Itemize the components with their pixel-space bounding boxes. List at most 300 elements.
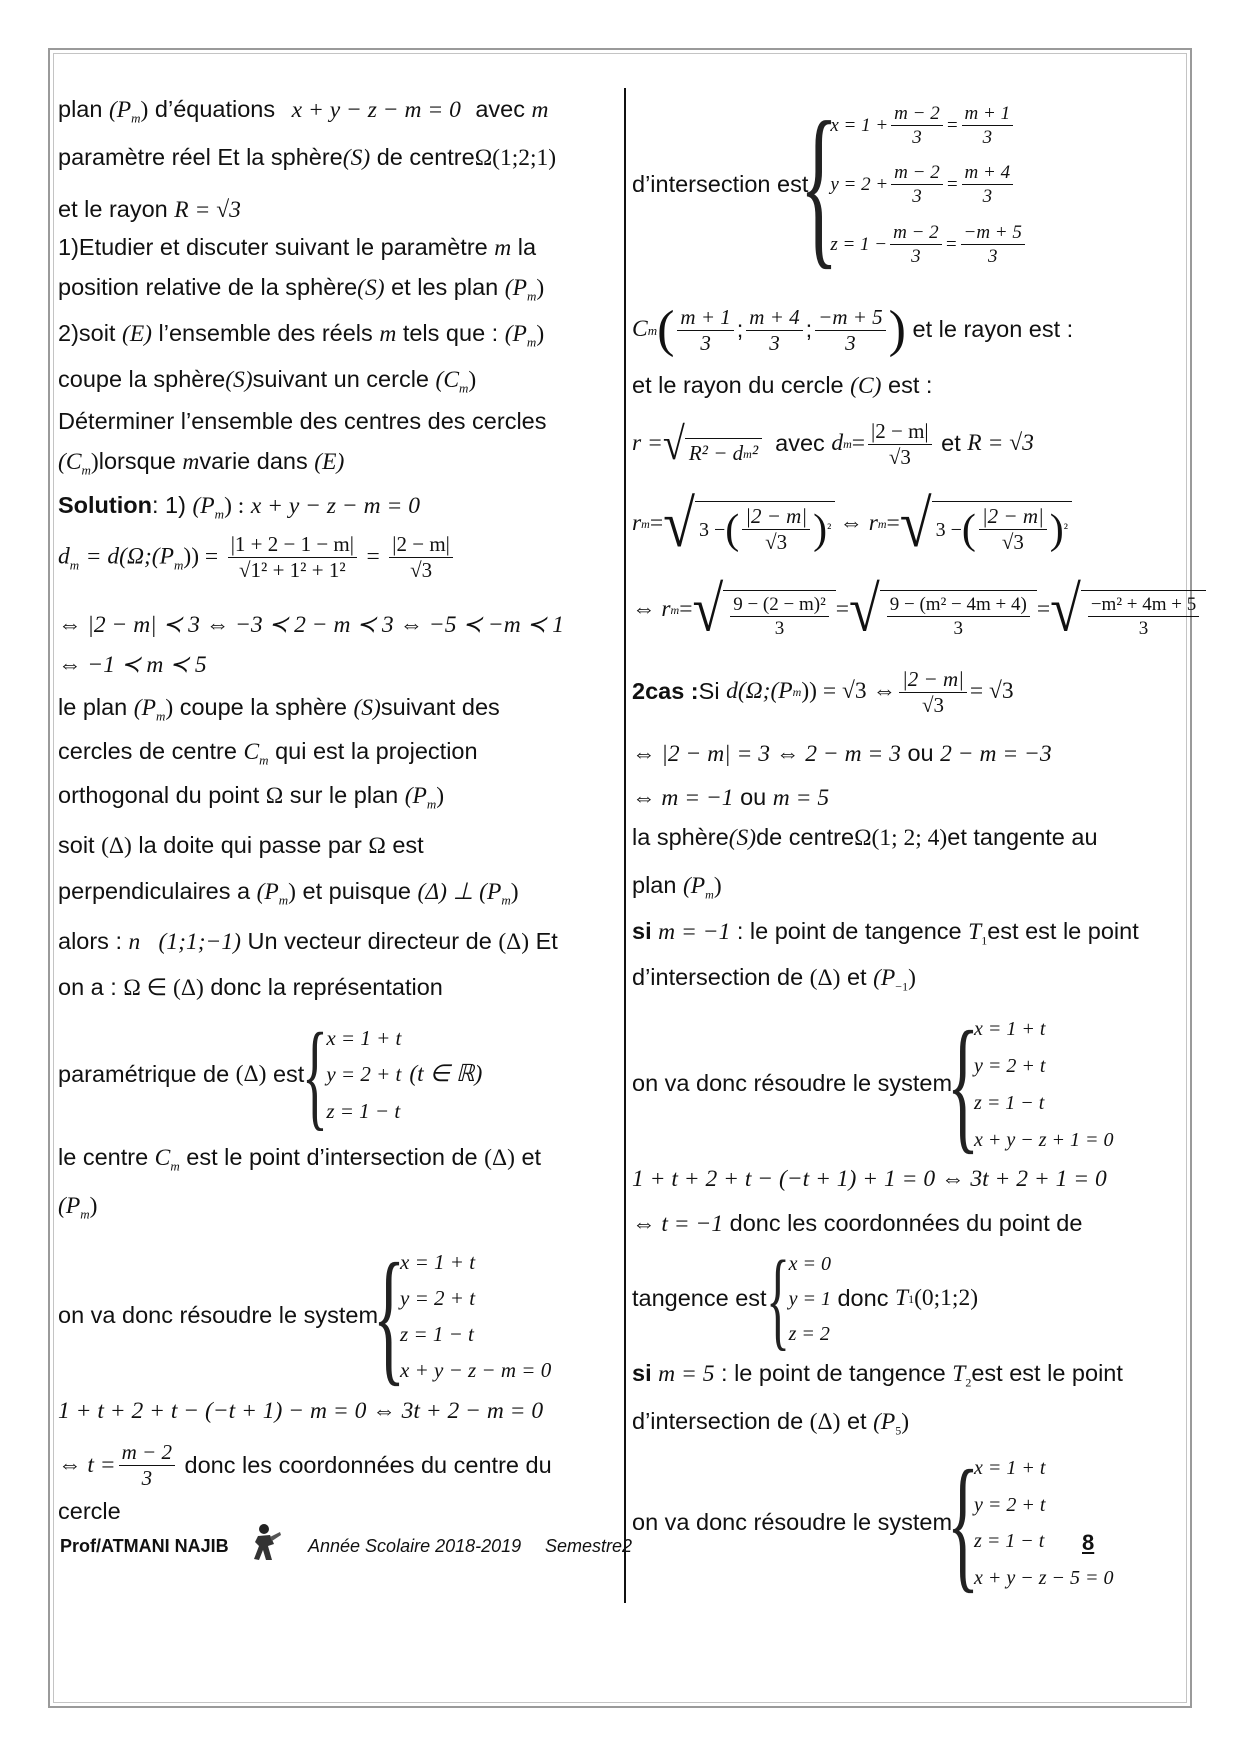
text: Déterminer l’ensemble des centres des cercles	[58, 408, 547, 434]
denominator: √1² + 1² + 1²	[239, 558, 346, 582]
text: est :	[888, 372, 933, 398]
text: le plan	[58, 694, 128, 720]
math-sub: m	[877, 517, 887, 531]
system-line: x + y − z + 1 = 0	[974, 1128, 1114, 1151]
text: et le rayon du cercle	[632, 372, 844, 398]
math: m	[182, 449, 200, 475]
math: 2 − m = −3	[940, 741, 1052, 767]
brace-icon: {	[302, 1008, 329, 1141]
sqrt	[849, 574, 1037, 646]
numerator: m + 4	[962, 163, 1014, 185]
fraction	[868, 418, 932, 469]
math: (P	[873, 1409, 896, 1435]
math: )	[536, 275, 545, 301]
system-line: x = 1 + t	[974, 1457, 1046, 1480]
right-line-7	[632, 662, 1014, 722]
text: : 1)	[151, 492, 186, 518]
denominator: √3	[765, 530, 788, 554]
text: est	[392, 832, 424, 858]
right-line-8	[632, 742, 1052, 767]
text: on va donc résoudre le system	[58, 1302, 379, 1329]
denominator: √3	[921, 692, 944, 717]
math: (P	[192, 493, 215, 519]
math: (Δ)	[484, 1145, 515, 1171]
right-line-9	[632, 786, 829, 811]
system-line: x + y − z − m = 0	[400, 1357, 552, 1382]
right-line-14	[632, 1001, 1114, 1167]
text: sur le plan	[289, 782, 399, 808]
system-line: x = 1 + t	[326, 1025, 402, 1050]
left-line-10	[58, 494, 420, 521]
numerator: m + 4	[746, 307, 802, 331]
text: Un vecteur directeur de	[247, 928, 492, 954]
system-lines	[974, 1450, 1114, 1596]
left-line-19	[58, 930, 558, 955]
right-line-4	[632, 414, 1034, 474]
fraction	[119, 1442, 175, 1489]
text: paramétrique de	[58, 1061, 230, 1088]
text: coupe la sphère	[58, 366, 226, 392]
system-lines	[326, 1020, 401, 1130]
left-line-5	[58, 276, 544, 303]
text: R² − d	[688, 441, 744, 465]
text: donc la représentation	[210, 974, 443, 1000]
fraction	[742, 506, 810, 553]
math: (Δ)	[498, 929, 530, 955]
math: )) =	[183, 543, 219, 570]
fraction	[890, 223, 942, 266]
math: (P	[58, 1193, 81, 1219]
fraction	[962, 163, 1014, 206]
math: Ω(1; 2; 4)	[854, 825, 948, 851]
math: =	[649, 510, 664, 537]
sqrt	[1050, 574, 1206, 646]
denominator: 3	[769, 330, 780, 355]
fraction	[979, 506, 1047, 553]
math: =	[1036, 596, 1051, 623]
text: et	[521, 1144, 542, 1170]
right-line-11	[632, 874, 722, 901]
math-sub: m	[278, 892, 289, 908]
math: ) :	[224, 493, 245, 519]
sqrt-icon: √	[663, 486, 695, 561]
text: donc les coordonnées du centre du	[184, 1451, 552, 1478]
left-line-1	[58, 98, 549, 125]
math: d(Ω;(P	[726, 678, 793, 705]
radicand: 3	[900, 444, 911, 469]
math: m = −1	[658, 919, 731, 945]
sqrt	[663, 486, 835, 561]
math-sub: m	[459, 380, 469, 396]
numerator: |2 − m|	[389, 534, 453, 558]
page-number: 8	[1082, 1530, 1095, 1555]
radicand: 3	[1013, 530, 1024, 554]
numerator: 9 − (2 − m)²	[730, 595, 829, 617]
left-line-15	[58, 740, 478, 767]
denominator: 3	[912, 127, 922, 149]
solution-heading: Solution	[58, 492, 152, 518]
math: (P	[682, 873, 706, 899]
numerator: m − 2	[890, 223, 942, 245]
text: si	[632, 918, 652, 944]
system-line: z = 2	[788, 1323, 830, 1346]
math-sub: m	[705, 887, 714, 902]
right-line-2: C m ( $\frac{m + 1}{3}$ ; $\frac{m + 4}{3}$ ; $\frac{-m + 5}{3}$ ) et le rayon est :	[632, 301, 1074, 358]
system-line: x + y − z − 5 = 0	[974, 1566, 1114, 1589]
text: x = 1 +	[830, 115, 889, 137]
fraction	[746, 304, 802, 355]
math: =	[679, 596, 693, 623]
text: d’équations	[154, 96, 276, 122]
text: ²	[751, 441, 759, 465]
math-sub: m	[792, 685, 802, 699]
numerator: |2 − m|	[899, 669, 967, 693]
radicand	[880, 590, 1037, 638]
system-line: x = 0	[788, 1252, 831, 1275]
text: donc	[837, 1285, 889, 1312]
numerator: |1 + 2 − 1 − m|	[228, 534, 357, 558]
math: R = √3	[174, 197, 241, 223]
fraction	[815, 304, 886, 355]
text: donc les coordonnées du point de	[729, 1210, 1083, 1236]
math: (P	[504, 321, 527, 347]
footer-semester: Semestre2	[545, 1536, 633, 1556]
brace-icon: {	[799, 85, 839, 284]
brace-icon: {	[946, 1440, 980, 1606]
equation-system	[799, 85, 1028, 284]
numerator: −m + 5	[815, 307, 886, 331]
paren-open: (	[725, 506, 740, 553]
sqrt	[692, 574, 835, 646]
author-logo-icon	[250, 1522, 282, 1562]
radicand: 3	[421, 558, 433, 582]
math: (Δ)	[809, 1409, 841, 1435]
denominator: 3	[982, 127, 993, 149]
system-line: x = 1 + t	[974, 1017, 1046, 1040]
math-sub: m	[81, 462, 91, 478]
denominator: √3	[888, 444, 911, 469]
system-line: y = 2 + t	[326, 1062, 402, 1087]
math-equation: x + y − z − m = 0	[291, 97, 461, 123]
system-line: x = 1 + t	[400, 1249, 476, 1274]
text: coupe la sphère	[179, 694, 347, 720]
math: ⇔ |2 − m| = 3 ⇔ 2 − m = 3	[632, 741, 901, 767]
paren-open: (	[657, 301, 675, 358]
text: : le point de tangence	[721, 1360, 946, 1386]
math: )	[901, 1409, 910, 1435]
text: et	[846, 1408, 867, 1434]
text: Si	[698, 678, 720, 705]
text: est le point d’intersection de	[186, 1144, 478, 1170]
text: de centre	[376, 144, 475, 170]
math-sub: m	[641, 517, 650, 531]
math: (Δ) ⊥ (P	[417, 879, 502, 905]
fraction	[891, 163, 943, 206]
left-line-14	[58, 696, 500, 723]
numerator: m − 2	[891, 104, 943, 126]
radicand	[1081, 590, 1206, 638]
math: ⇔ r	[632, 596, 671, 623]
system-line	[830, 104, 1028, 147]
system-line: z = 1 − t	[974, 1530, 1045, 1553]
right-line-18	[632, 1362, 1123, 1389]
text: la	[517, 234, 537, 260]
text: la doite qui passe par	[138, 832, 362, 858]
math: T	[952, 1361, 966, 1387]
text: position relative de la sphère	[58, 274, 358, 300]
system-line: y = 2 + t	[974, 1054, 1046, 1077]
math-sub: m	[69, 557, 80, 573]
system-lines	[400, 1244, 551, 1388]
left-line-4	[58, 236, 536, 261]
paren-close: )	[1049, 506, 1064, 553]
sqrt-icon: √	[692, 574, 724, 646]
math: (E)	[314, 449, 345, 475]
text: d’intersection de	[632, 1408, 804, 1434]
system-line: z = 1 − t	[400, 1321, 474, 1346]
system-line	[830, 163, 1028, 206]
radicand	[685, 438, 762, 464]
left-line-25: 1 + t + 2 + t − (−t + 1) − m = 0 ⇔ 3t + 2 − m = 0	[58, 1398, 544, 1424]
left-line-26	[58, 1442, 552, 1489]
math: Ω	[265, 783, 284, 809]
math: n⃗(1;1;−1)	[128, 929, 241, 955]
text: plan	[58, 96, 103, 122]
numerator: |2 − m|	[742, 506, 810, 530]
equation-system	[946, 1001, 1114, 1167]
text: on a :	[58, 974, 117, 1000]
radicand	[695, 501, 835, 553]
denominator: √3	[410, 558, 433, 582]
math: =	[835, 596, 850, 623]
math-sub: m	[647, 322, 658, 338]
left-line-21	[58, 1008, 483, 1141]
math: )	[165, 695, 174, 721]
fraction	[961, 223, 1025, 266]
sqrt-icon: √	[849, 574, 880, 646]
fraction	[962, 104, 1014, 147]
equation-system	[302, 1008, 402, 1141]
sqrt-icon: √	[1050, 574, 1081, 646]
text: m	[743, 446, 752, 461]
text: et les plan	[391, 274, 499, 300]
math: Ω	[368, 833, 386, 859]
left-line-7	[58, 368, 476, 395]
math: )	[288, 879, 296, 905]
math: (Δ)	[809, 965, 841, 991]
denominator: 3	[845, 330, 856, 355]
math: d	[831, 430, 844, 457]
denominator: √3	[1001, 530, 1024, 554]
numerator: m + 1	[962, 104, 1014, 126]
fraction	[1088, 595, 1199, 638]
text: perpendiculaires a	[58, 878, 251, 904]
math-sub: m	[501, 892, 511, 908]
text: d’intersection de	[632, 964, 804, 990]
text: lorsque	[98, 448, 176, 474]
system-lines	[830, 96, 1028, 274]
math-equation: x + y − z − m = 0	[250, 493, 420, 519]
math: )	[436, 783, 445, 809]
text: cercles de centre	[58, 738, 237, 764]
math: m = 5	[658, 1361, 715, 1387]
math: m	[531, 97, 549, 123]
denominator: 3	[953, 618, 964, 639]
left-line-17	[58, 834, 424, 859]
right-line-20	[632, 1440, 1114, 1606]
math: m	[494, 235, 512, 261]
brace-icon: {	[765, 1238, 790, 1360]
equation-system	[765, 1238, 831, 1360]
system-line: z = 1 − t	[326, 1099, 401, 1124]
text: qui est la projection	[275, 738, 478, 764]
math: =	[886, 510, 900, 537]
text: 3 −	[698, 518, 726, 541]
text: : le point de tangence	[736, 918, 962, 944]
math: =	[366, 543, 380, 570]
left-line-24	[58, 1233, 552, 1399]
right-line-19	[632, 1410, 909, 1437]
paren-open: (	[961, 506, 976, 553]
left-line-9	[58, 450, 344, 477]
left-line-11	[58, 534, 456, 581]
math: (Δ)	[235, 1061, 267, 1088]
math: C	[243, 739, 260, 765]
right-line-3	[632, 374, 932, 399]
math: = d(Ω;(P	[85, 543, 174, 570]
math-sub: 1	[908, 1292, 915, 1306]
text: est	[272, 1061, 305, 1088]
text: et	[941, 430, 961, 457]
left-line-6	[58, 322, 544, 349]
math-sub: −1	[895, 979, 909, 994]
math: (C	[435, 367, 460, 393]
left-line-3	[58, 198, 241, 223]
fraction	[899, 666, 967, 717]
right-line-6	[632, 574, 1206, 646]
text: tangence est	[632, 1285, 767, 1312]
math: )	[89, 1193, 98, 1219]
case-heading: 2cas :	[632, 678, 699, 705]
math: (Δ)	[101, 833, 132, 859]
sqrt-icon: √	[662, 417, 685, 470]
system-line: z = 1 − t	[974, 1091, 1045, 1114]
text: ²	[827, 521, 832, 537]
text: et le rayon	[58, 196, 168, 222]
denominator: 3	[141, 1466, 153, 1490]
math-sub: m	[259, 752, 269, 768]
text: 1)Etudier et discuter suivant le paramètre	[58, 234, 488, 260]
text: on va donc résoudre le system	[632, 1509, 953, 1536]
math-sub: m	[843, 437, 852, 451]
math: (0;1;2)	[914, 1285, 979, 1312]
math: (S)	[353, 695, 381, 721]
text: avec	[475, 96, 525, 122]
math: )	[140, 97, 149, 123]
math: (P	[256, 879, 279, 905]
text: avec	[775, 430, 825, 457]
system-line: y = 1	[788, 1287, 831, 1310]
denominator: 3	[982, 186, 993, 208]
text: ou	[740, 784, 767, 810]
left-line-18	[58, 880, 519, 907]
math: = √3	[969, 678, 1014, 705]
text: suivant des	[380, 694, 500, 720]
text: y = 2 +	[830, 174, 889, 196]
math: r	[632, 510, 642, 537]
math: d	[58, 543, 70, 570]
text: le centre	[58, 1144, 149, 1170]
footer-author: Prof/ATMANI NAJIB	[60, 1536, 229, 1556]
system-lines	[974, 1010, 1114, 1158]
text: de centre	[756, 824, 855, 850]
text: tels que :	[402, 320, 499, 346]
text: et puisque	[302, 878, 411, 904]
math: (t ∈ ℝ)	[409, 1061, 483, 1088]
radicand: 3	[776, 530, 788, 554]
fraction	[228, 534, 357, 581]
right-line-12	[632, 920, 1139, 947]
math-sub: m	[526, 288, 537, 304]
math: )	[468, 367, 477, 393]
fraction	[677, 304, 733, 355]
right-line-15: 1 + t + 2 + t − (−t + 1) + 1 = 0 ⇔ 3t + 2 + 1 = 0	[632, 1166, 1107, 1192]
system-line: y = 2 + t	[974, 1493, 1046, 1516]
fraction	[730, 595, 829, 638]
math-sub: m	[670, 603, 680, 617]
text: orthogonal du point	[58, 782, 260, 808]
math: m = 5	[772, 785, 830, 811]
right-line-17	[632, 1238, 979, 1360]
math-sub: 1	[981, 933, 988, 948]
text: on va donc résoudre le system	[632, 1070, 953, 1097]
math: (S)	[342, 145, 371, 171]
fraction	[891, 104, 943, 147]
text: et le rayon est :	[912, 316, 1074, 343]
numerator: |2 − m|	[979, 506, 1047, 530]
radicand: 3	[933, 692, 944, 717]
right-line-10	[632, 826, 1098, 851]
math: (P	[108, 97, 132, 123]
math: Ω ∈ (Δ)	[123, 975, 204, 1001]
math: ⇔ t =	[58, 1451, 116, 1478]
text: 2)soit	[58, 320, 116, 346]
math: (C)	[850, 373, 882, 399]
math: Ω(1;2;1)	[474, 145, 557, 171]
equation-system	[946, 1440, 1114, 1606]
math-sub: m	[80, 1206, 90, 1222]
right-line-1	[632, 85, 1028, 284]
numerator: 9 − (m² − 4m + 4)	[887, 595, 1030, 617]
numerator: −m + 5	[961, 223, 1025, 245]
denominator: 3	[700, 330, 711, 355]
math: r =	[632, 430, 663, 457]
text: =	[945, 174, 959, 196]
math-sub: m	[526, 334, 537, 350]
math-sub: m	[173, 557, 184, 573]
text: =	[945, 115, 959, 137]
text: z = 1 −	[830, 233, 888, 255]
text: et tangente au	[947, 824, 1098, 850]
radicand: 1² + 1² + 1²	[250, 558, 346, 582]
left-line-23	[58, 1194, 97, 1221]
text: varie dans	[199, 448, 308, 474]
math: (P	[404, 783, 427, 809]
text: ou	[907, 740, 934, 766]
numerator: m + 1	[677, 307, 733, 331]
numerator: |2 − m|	[868, 421, 932, 445]
brace-icon: {	[946, 1001, 980, 1167]
